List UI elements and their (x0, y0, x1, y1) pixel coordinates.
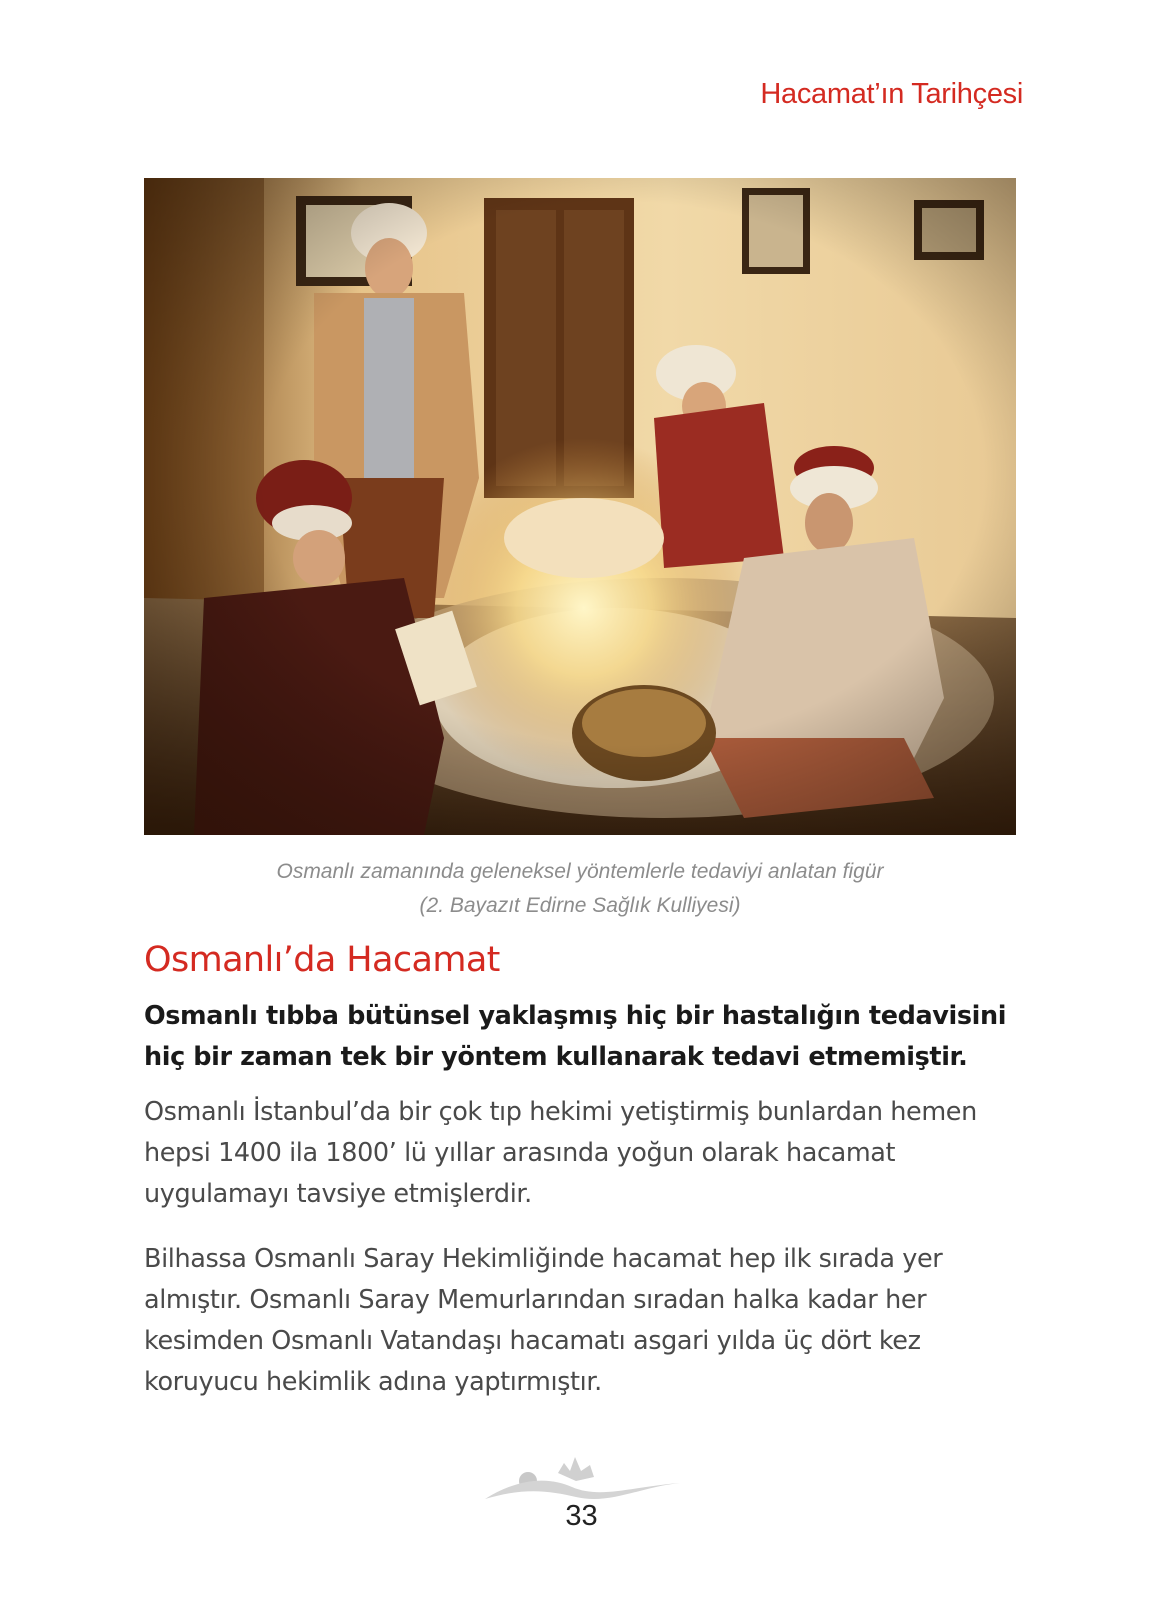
museum-diorama-photo (144, 178, 1016, 835)
body-paragraph-1: Osmanlı İstanbul’da bir çok tıp hekimi yetiştirmiş bunlardan hemen hepsi 1400 ila 1800’ lü yıllar arasında yoğun olarak hacamat uygulamayı tavsiye etmişlerdir. (144, 1097, 977, 1209)
caption-line-2: (2. Bayazıt Edirne Sağlık Kulliyesi) (419, 894, 741, 917)
footer-logo-mark (480, 1447, 690, 1507)
figure-caption (144, 855, 1016, 923)
body-paragraph-2: Bilhassa Osmanlı Saray Hekimliğinde hacamat hep ilk sırada yer almıştır. Osmanlı Saray Memurlarından sıradan halka kadar her kesimden Osmanlı Vatandaşı hacamatı asgari yılda üç dört kez koruyucu hekimlik adına yaptırmıştır. (144, 1244, 943, 1397)
running-header-title: Hacamat’ın Tarihçesi (760, 78, 1023, 110)
page-number: 33 (565, 1500, 598, 1532)
lead-paragraph: Osmanlı tıbba bütünsel yaklaşmış hiç bir hastalığın tedavisini hiç bir zaman tek bir yöntem kullanarak tedavi etmemiştir. (144, 1001, 1007, 1072)
caption-line-1: Osmanlı zamanında geleneksel yöntemlerle tedaviyi anlatan figür (276, 860, 884, 883)
section-title: Osmanlı’da Hacamat (144, 940, 500, 980)
